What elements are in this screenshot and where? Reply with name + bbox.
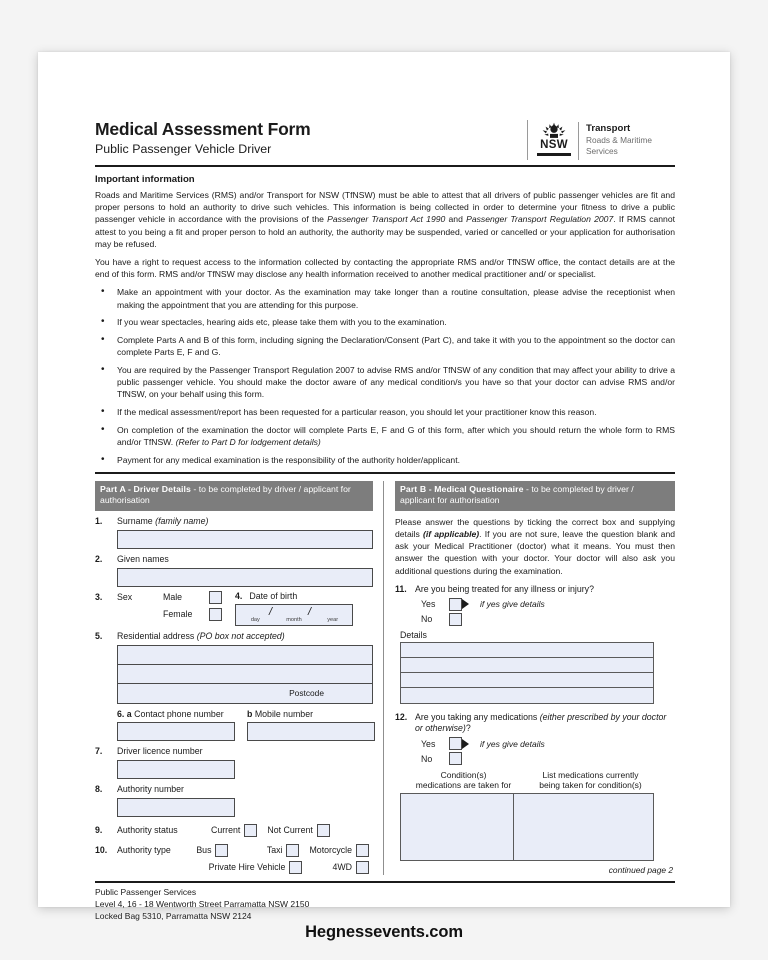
question-12	[395, 712, 675, 734]
medications-header-right-line1: List medications currently	[542, 770, 639, 781]
list-item	[95, 424, 675, 448]
residential-address-group	[117, 645, 373, 704]
current-label: Current	[211, 825, 241, 836]
part-a-title: Part A - Driver Details	[100, 483, 191, 494]
q9-label: Authority status	[117, 825, 178, 836]
sex-female-row	[95, 608, 235, 621]
q1-label-text: Surname	[117, 515, 156, 526]
details-input-row[interactable]	[401, 688, 653, 703]
important-paragraph-1	[95, 189, 675, 250]
q11-answer-group	[421, 598, 675, 626]
not-current-label: Not Current	[267, 825, 313, 836]
medications-table	[400, 793, 654, 861]
medications-input-cell[interactable]	[514, 794, 653, 860]
watermark-text: Hegnessevents.com	[305, 923, 463, 941]
q11-no-row	[421, 613, 675, 626]
q1-number: 1.	[95, 515, 103, 526]
address-line-2-input[interactable]	[118, 665, 372, 684]
continued-note: continued page 2	[608, 864, 673, 875]
q6a-label-text: Contact phone number	[134, 708, 224, 719]
list-item: • If the medical assessment/report has been requested for a particular reason, you should let your practitioner know this reason.	[95, 406, 675, 418]
list-item: • If you wear spectacles, hearing aids etc, please take them with you to the examination.	[95, 316, 675, 328]
para1-part1: Roads and Maritime Services (RMS) and/or Transport for NSW (TfNSW) must be able to attest that all drivers of public passenger vehicles are fit and proper persons to hold an authority to drive such vehicles. This information is being collected in order to determine your fitness to drive a public passenger vehicle in accordance with the provisions of the	[95, 190, 675, 225]
medications-table-headers	[400, 770, 654, 791]
question-11	[395, 584, 675, 595]
medications-header-right-line2: being taken for condition(s)	[539, 780, 642, 791]
bullet6-reference: (Refer to Part D for lodgement details)	[175, 436, 321, 447]
footer-divider	[95, 881, 675, 883]
dob-slash-2: /	[308, 605, 312, 618]
medications-header-left	[400, 770, 527, 791]
contact-phone-input[interactable]	[117, 722, 235, 741]
q12-no-checkbox[interactable]	[449, 752, 462, 765]
q6a-number: 6. a	[117, 708, 132, 719]
footer-line-2: Level 4, 16 - 18 Wentworth Street Parramatta NSW 2150	[95, 898, 310, 909]
nsw-wordmark: NSW	[540, 139, 568, 151]
sex-group	[95, 591, 235, 626]
question-7	[95, 746, 373, 757]
not-current-checkbox[interactable]	[317, 824, 330, 837]
q12-label-text: Are you taking any medications	[415, 711, 540, 722]
sex-and-dob-row	[95, 591, 373, 626]
date-of-birth-input[interactable]	[235, 604, 353, 626]
list-item: • You are required by the Passenger Transport Regulation 2007 to advise RMS and/or TfNSW of any condition that may affect your ability to drive a public passenger vehicle. You should make the doctor aware of any medical condition/s you have so that your doctor can advise RMS and/or TfNSW, on your behalf using this form.	[95, 364, 675, 401]
header-divider	[95, 165, 675, 167]
dob-slash-1: /	[269, 605, 273, 618]
q10-number: 10.	[95, 845, 108, 856]
fourwd-label: 4WD	[332, 862, 352, 873]
bus-label: Bus	[196, 845, 212, 856]
q6b-label-text: Mobile number	[254, 708, 314, 719]
part-b-intro	[395, 516, 675, 577]
question-5	[95, 631, 373, 642]
part-a-section	[95, 481, 373, 875]
q5-label-em: (PO box not accepted)	[196, 630, 285, 641]
address-line-1-input[interactable]	[118, 646, 372, 665]
dob-group	[235, 591, 373, 626]
medications-header-right	[527, 770, 654, 791]
footer-line-1: Public Passenger Services	[95, 886, 197, 897]
q6b-label	[247, 709, 375, 719]
part-b-subtitle: - to be completed by driver / applicant for authorisation	[400, 483, 634, 506]
question-1	[95, 516, 373, 527]
q3-number: 3.	[95, 592, 103, 603]
q8-number: 8.	[95, 783, 103, 794]
q7-label: Driver licence number	[117, 745, 203, 756]
q11-yes-checkbox[interactable]	[449, 598, 462, 611]
q12-yes-checkbox[interactable]	[449, 737, 462, 750]
q12-hint: if yes give details	[480, 738, 545, 749]
taxi-checkbox[interactable]	[286, 844, 299, 857]
conditions-input-cell[interactable]	[401, 794, 514, 860]
authority-status-row	[95, 824, 373, 837]
q11-label: Are you being treated for any illness or injury?	[415, 583, 594, 594]
female-label: Female	[163, 609, 193, 620]
q12-label	[415, 712, 675, 734]
bullet6-text: On completion of the examination the doctor will complete Parts E, F and G of this form, after which you should return the whole form to RMS and/or TfNSW.	[117, 424, 675, 447]
q6b-number: b	[247, 708, 253, 719]
list-item: • Payment for any medical examination is the responsibility of the authority holder/applicant.	[95, 454, 675, 466]
q4-heading	[235, 591, 373, 601]
q5-label-text: Residential address	[117, 630, 197, 641]
mobile-number-input[interactable]	[247, 722, 375, 741]
male-checkbox[interactable]	[209, 591, 222, 604]
q2-label: Given names	[117, 553, 169, 564]
page-subtitle: Public Passenger Vehicle Driver	[95, 141, 272, 156]
postcode-label: Postcode	[289, 687, 324, 698]
bus-checkbox[interactable]	[215, 844, 228, 857]
document-footer	[95, 887, 675, 923]
section-divider	[95, 472, 675, 474]
q12-yes-row	[421, 737, 675, 750]
q8-label: Authority number	[117, 783, 184, 794]
given-names-input[interactable]	[117, 568, 373, 587]
important-paragraph-2: You have a right to request access to the information collected by contacting the appropriate RMS and/or TfNSW office, the contact details are at the end of this form. RMS and/or TfNSW may disclose any health information received to another medical practitioner and/ or specialist.	[95, 257, 675, 280]
nsw-transport-logo	[527, 120, 675, 160]
q3-label: Sex	[117, 592, 133, 603]
private-hire-checkbox[interactable]	[289, 861, 302, 874]
question-8	[95, 784, 373, 795]
part-b-header	[395, 481, 675, 511]
phone-numbers-row	[95, 709, 373, 741]
dob-month-label: month	[286, 617, 302, 624]
current-checkbox[interactable]	[244, 824, 257, 837]
q12-no-label: No	[421, 753, 433, 764]
medications-header-left-line1: Condition(s)	[440, 770, 487, 781]
para1-act-ref: Passenger Transport Act 1990	[327, 214, 446, 225]
motorcycle-checkbox[interactable]	[356, 844, 369, 857]
q10-label: Authority type	[117, 845, 171, 856]
q11-yes-control[interactable]	[449, 598, 469, 611]
private-hire-option	[209, 861, 307, 874]
details-input-row[interactable]	[401, 673, 653, 688]
para1-end: . If RMS cannot attest to you being a fit and proper person to hold an authority, the authority may be suspended, varied or cancelled or your application for authorisation may be refused.	[95, 214, 675, 249]
page-title: Medical Assessment Form	[95, 119, 311, 139]
authority-status-not-current-option	[267, 824, 333, 837]
address-postcode-input[interactable]	[118, 684, 372, 703]
motorcycle-option	[309, 844, 373, 857]
q12-yes-control[interactable]	[449, 737, 469, 750]
part-a-header	[95, 481, 373, 511]
authority-number-input[interactable]	[117, 798, 235, 817]
q4-number: 4.	[235, 590, 243, 601]
q11-number: 11.	[395, 583, 407, 594]
fourwd-checkbox[interactable]	[356, 861, 369, 874]
bus-option	[196, 844, 232, 857]
q12-label-em: (either prescribed by your doctor or otherwise)	[415, 711, 667, 733]
logo-divider	[578, 122, 579, 160]
taxi-label: Taxi	[266, 845, 283, 856]
contact-phone-group	[95, 709, 235, 741]
surname-input[interactable]	[117, 530, 373, 549]
details-input-row[interactable]	[401, 658, 653, 673]
q11-details-box	[400, 642, 654, 704]
q11-details-label: Details	[400, 629, 427, 640]
fourwd-option	[332, 861, 373, 874]
list-item: • Complete Parts A and B of this form, including signing the Declaration/Consent (Part C), and take it with you to the appointment so the doctor can complete Parts E, F and G.	[95, 334, 675, 358]
column-divider	[383, 481, 384, 875]
mobile-number-group	[247, 709, 375, 741]
sex-male-row	[95, 591, 235, 604]
q5-number: 5.	[95, 630, 103, 641]
q11-hint: if yes give details	[480, 599, 545, 610]
list-item: • Make an appointment with your doctor. As the examination may take longer than a routine consultation, please advise the receptionist when making the appointment that you are attending for this purpose.	[95, 286, 675, 310]
q12-no-row	[421, 752, 675, 765]
para1-reg-ref: Passenger Transport Regulation 2007	[466, 214, 614, 225]
important-bullet-list	[95, 286, 675, 465]
taxi-option	[267, 844, 304, 857]
q1-label	[117, 516, 373, 527]
q12-label-end: ?	[465, 723, 471, 733]
q7-number: 7.	[95, 745, 103, 756]
q11-no-checkbox[interactable]	[449, 613, 462, 626]
q11-yes-label: Yes	[421, 599, 436, 610]
intro-part2: . If you are not sure, leave the question blank and ask your Medical Practitioner (doctor) what it means. You must then answer the question with your doctor. Your doctor will also ask you additional questions during the examination.	[395, 529, 676, 576]
nsw-government-bar	[537, 153, 571, 156]
arrow-right-icon	[462, 599, 469, 609]
document-page	[38, 52, 730, 921]
authority-type-group	[95, 844, 373, 874]
male-label: Male	[163, 592, 183, 603]
medications-header-left-line2: medications are taken for	[415, 780, 512, 791]
q5-label	[117, 631, 373, 642]
q9-number: 9.	[95, 825, 103, 836]
brand-line-roads-maritime: Roads & Maritime	[586, 135, 652, 146]
dob-year-label: year	[327, 617, 339, 624]
q6a-label	[117, 709, 235, 719]
dob-day-label: day	[250, 617, 260, 624]
q1-label-em: (family name)	[155, 515, 209, 526]
driver-licence-number-input[interactable]	[117, 760, 235, 779]
q11-yes-row	[421, 598, 675, 611]
part-b-section	[395, 481, 675, 875]
details-input-row[interactable]	[401, 643, 653, 658]
female-checkbox[interactable]	[209, 608, 222, 621]
authority-type-row-1	[95, 844, 373, 857]
arrow-right-icon	[462, 739, 469, 749]
para1-mid: and	[445, 214, 467, 225]
footer-line-3: Locked Bag 5310, Parramatta NSW 2124	[95, 910, 252, 921]
intro-em: (if applicable)	[423, 529, 480, 540]
q4-label: Date of birth	[249, 590, 298, 601]
motorcycle-label: Motorcycle	[309, 845, 352, 856]
private-hire-label: Private Hire Vehicle	[208, 862, 286, 873]
waratah-icon	[537, 122, 571, 139]
intro-part1: Please answer the questions by ticking the correct box and supplying details	[395, 516, 675, 540]
part-b-title: Part B - Medical Questionaire	[400, 483, 524, 494]
authority-status-current-option	[211, 824, 261, 837]
document-header	[95, 120, 675, 160]
brand-line-services: Services	[586, 145, 618, 156]
authority-type-row-2	[95, 861, 373, 874]
q11-no-label: No	[421, 614, 433, 625]
q12-number: 12.	[395, 711, 408, 722]
q12-answer-group	[421, 737, 675, 765]
important-information-heading: Important information	[95, 174, 195, 185]
question-2	[95, 554, 373, 565]
q2-number: 2.	[95, 553, 103, 564]
q12-yes-label: Yes	[421, 738, 436, 749]
part-a-subtitle: - to be completed by driver / applicant for authorisation	[100, 483, 351, 506]
brand-line-transport: Transport	[586, 123, 631, 134]
